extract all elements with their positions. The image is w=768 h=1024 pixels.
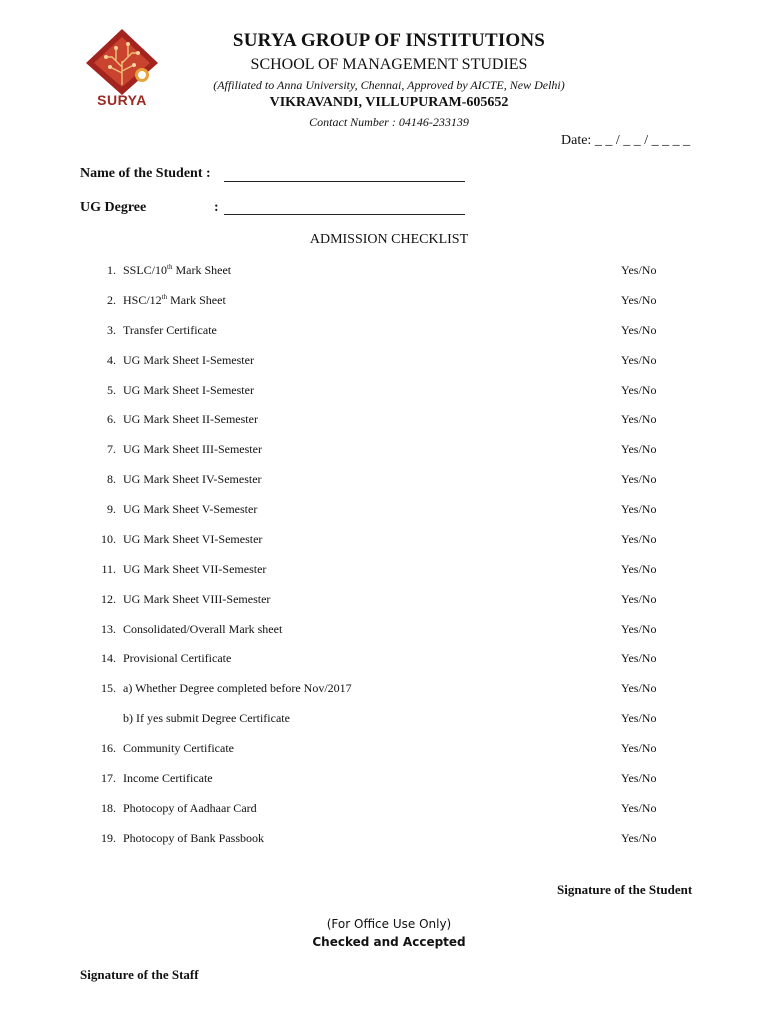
- checklist-item-label: Consolidated/Overall Mark sheet: [123, 622, 283, 636]
- date-field[interactable]: Date: _ _ / _ _ / _ _ _ _: [561, 133, 691, 148]
- address-text: VIKRAVANDI, VILLUPURAM-605652: [269, 95, 509, 110]
- checklist-item-number: 2.: [107, 293, 116, 307]
- checklist-row: [80, 592, 680, 612]
- checklist-row: [80, 741, 680, 761]
- checklist-item-label: UG Mark Sheet VII-Semester: [123, 562, 267, 576]
- checklist-row: [80, 263, 680, 283]
- checklist-item-label: a) Whether Degree completed before Nov/2017: [123, 681, 352, 695]
- checklist-item-label: UG Mark Sheet IV-Semester: [123, 472, 262, 486]
- yes-no-option[interactable]: Yes/No: [621, 831, 657, 845]
- yes-no-option[interactable]: Yes/No: [621, 801, 657, 815]
- checklist-item-number: 1.: [107, 263, 116, 277]
- contact-number: Contact Number : 04146-233139: [309, 115, 469, 129]
- checklist-item-label: UG Mark Sheet I-Semester: [123, 383, 254, 397]
- checklist-row: [80, 562, 680, 582]
- checklist-item-label: UG Mark Sheet II-Semester: [123, 412, 258, 426]
- checklist-row: [80, 681, 680, 701]
- checklist-item-label: Income Certificate: [123, 771, 213, 785]
- checklist-item-label: UG Mark Sheet V-Semester: [123, 502, 258, 516]
- checklist-row: [80, 442, 680, 462]
- checklist-row: [80, 831, 680, 851]
- checklist-row: [80, 323, 680, 343]
- checklist-item-label: SSLC/10th Mark Sheet: [123, 263, 232, 277]
- yes-no-option[interactable]: Yes/No: [621, 442, 657, 456]
- checklist-item-number: 3.: [107, 323, 116, 337]
- office-use-block: [0, 915, 768, 951]
- checklist-title: ADMISSION CHECKLIST: [309, 232, 469, 247]
- checklist-row: [80, 353, 680, 373]
- yes-no-option[interactable]: Yes/No: [621, 323, 657, 337]
- checklist-row: [80, 622, 680, 642]
- yes-no-option[interactable]: Yes/No: [621, 412, 657, 426]
- ordinal-suffix: th: [167, 263, 173, 271]
- checklist-row: [80, 502, 680, 522]
- checklist-item-number: 6.: [107, 412, 116, 426]
- checklist-row: [80, 412, 680, 432]
- checklist-item-label: Transfer Certificate: [123, 323, 217, 337]
- yes-no-option[interactable]: Yes/No: [621, 293, 657, 307]
- yes-no-option[interactable]: Yes/No: [621, 502, 657, 516]
- school-name: SCHOOL OF MANAGEMENT STUDIES: [250, 56, 528, 73]
- checklist-item-number: 19.: [101, 831, 116, 845]
- checklist-row: [80, 293, 680, 313]
- checklist-item-number: 18.: [101, 801, 116, 815]
- yes-no-option[interactable]: Yes/No: [621, 622, 657, 636]
- checklist-row: [80, 711, 680, 731]
- checklist-item-label: UG Mark Sheet VIII-Semester: [123, 592, 271, 606]
- checklist-item-number: 17.: [101, 771, 116, 785]
- staff-signature-label: Signature of the Staff: [80, 967, 199, 982]
- checklist-item-number: 14.: [101, 651, 116, 665]
- checklist-row: [80, 532, 680, 552]
- checklist-item-number: 4.: [107, 353, 116, 367]
- yes-no-option[interactable]: Yes/No: [621, 771, 657, 785]
- ug-degree-colon: :: [214, 200, 219, 215]
- office-use-label: (For Office Use Only): [326, 917, 452, 931]
- checklist-item-label: Photocopy of Aadhaar Card: [123, 801, 257, 815]
- checklist-row: [80, 472, 680, 492]
- affiliation-text: (Affiliated to Anna University, Chennai, Approved by AICTE, New Delhi): [213, 78, 565, 92]
- yes-no-option[interactable]: Yes/No: [621, 592, 657, 606]
- checklist-item-label: UG Mark Sheet I-Semester: [123, 353, 254, 367]
- yes-no-option[interactable]: Yes/No: [621, 353, 657, 367]
- logo-wordmark: SURYA: [97, 92, 147, 108]
- checklist-item-label: Community Certificate: [123, 741, 234, 755]
- checklist-item-number: 15.: [101, 681, 116, 695]
- yes-no-option[interactable]: Yes/No: [621, 263, 657, 277]
- checklist-row: [80, 771, 680, 791]
- checklist-item-label: UG Mark Sheet III-Semester: [123, 442, 262, 456]
- yes-no-option[interactable]: Yes/No: [621, 681, 657, 695]
- checklist-item-number: 5.: [107, 383, 116, 397]
- checklist-row: [80, 801, 680, 821]
- checklist-item-number: 16.: [101, 741, 116, 755]
- yes-no-option[interactable]: Yes/No: [621, 651, 657, 665]
- yes-no-option[interactable]: Yes/No: [621, 383, 657, 397]
- institution-title: SURYA GROUP OF INSTITUTIONS: [232, 30, 546, 51]
- checked-accepted-label: Checked and Accepted: [312, 935, 466, 949]
- checklist-row: [80, 651, 680, 671]
- checklist-item-number: 12.: [101, 592, 116, 606]
- checklist-item-number: 8.: [107, 472, 116, 486]
- yes-no-option[interactable]: Yes/No: [621, 741, 657, 755]
- checklist-item-number: 7.: [107, 442, 116, 456]
- yes-no-option[interactable]: Yes/No: [621, 472, 657, 486]
- checklist-row: [80, 383, 680, 403]
- yes-no-option[interactable]: Yes/No: [621, 562, 657, 576]
- ordinal-suffix: th: [161, 293, 168, 301]
- checklist-item-label: Provisional Certificate: [123, 651, 232, 665]
- checklist-item-number: 13.: [101, 622, 116, 636]
- checklist-item-label: Photocopy of Bank Passbook: [123, 831, 264, 845]
- student-signature-label: Signature of the Student: [557, 882, 693, 897]
- ug-degree-label: UG Degree: [80, 200, 147, 215]
- checklist-item-number: 10.: [101, 532, 116, 546]
- checklist-item-number: 11.: [101, 562, 116, 576]
- checklist-item-label: b) If yes submit Degree Certificate: [123, 711, 290, 725]
- yes-no-option[interactable]: Yes/No: [621, 711, 657, 725]
- yes-no-option[interactable]: Yes/No: [621, 532, 657, 546]
- ug-degree-input-line[interactable]: [224, 214, 465, 215]
- checklist-item-label: HSC/12th Mark Sheet: [123, 293, 226, 307]
- checklist-item-number: 9.: [107, 502, 116, 516]
- student-name-input-line[interactable]: [224, 181, 465, 182]
- checklist-item-label: UG Mark Sheet VI-Semester: [123, 532, 263, 546]
- student-name-label: Name of the Student :: [80, 166, 211, 181]
